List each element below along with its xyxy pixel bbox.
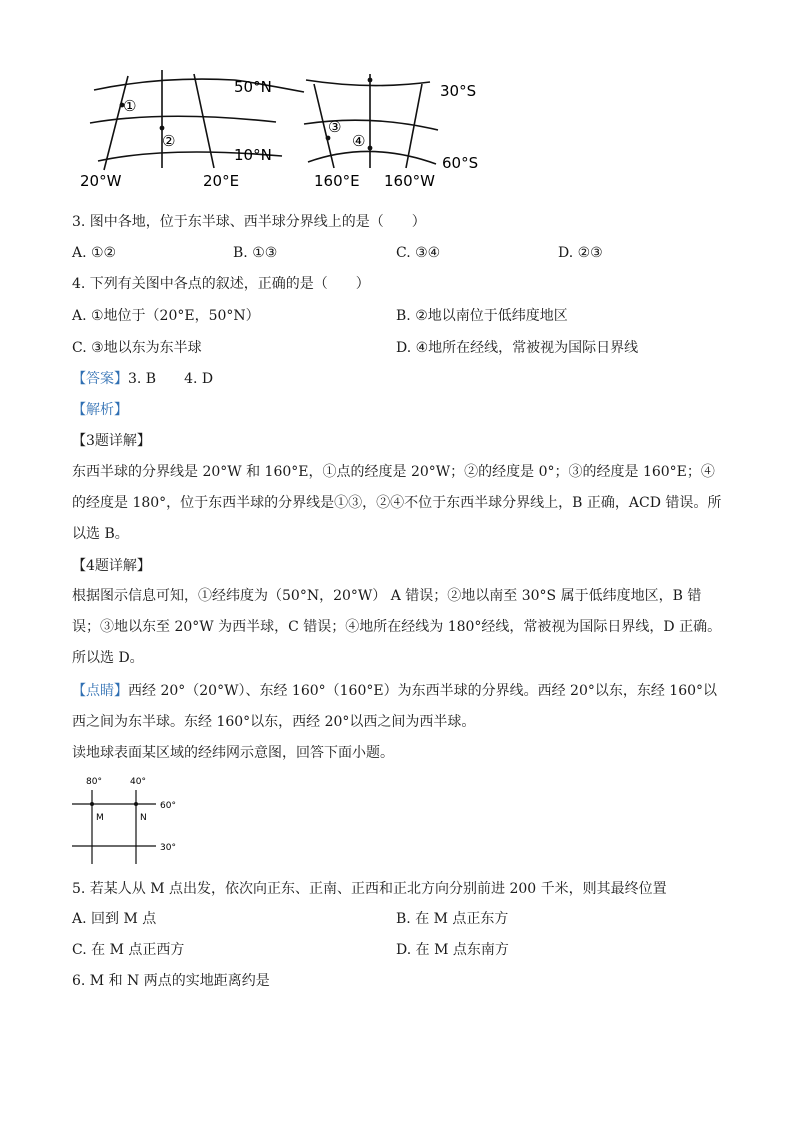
lat-50n-label: 50°N [234, 78, 272, 96]
detail-3-tag: 【3题详解】 [72, 433, 151, 449]
question-6-stem: 6. M 和 N 两点的实地距离约是 [72, 973, 270, 989]
question-4-option-c[interactable]: C. ③地以东为东半球 [72, 340, 202, 356]
lon-20w-label: 20°W [80, 172, 122, 190]
lat-30s-label: 30°S [440, 82, 477, 100]
question-4-stem: 4. 下列有关图中各点的叙述，正确的是（ ） [72, 276, 370, 292]
point-4-label: ④ [352, 132, 366, 150]
lat-10n-label: 10°N [234, 146, 272, 164]
lon-160w-label: 160°W [384, 172, 435, 190]
lon-20e-label: 20°E [203, 172, 240, 190]
point-2-label: ② [162, 132, 176, 150]
question-5-stem: 5. 若某人从 M 点出发，依次向正东、正南、正西和正北方向分别前进 200 千米，则其最终位置 [72, 881, 667, 897]
meridian-20e-line [194, 74, 214, 168]
detail-4-tag: 【4题详解】 [72, 558, 151, 574]
left-graticule-figure [76, 68, 286, 193]
question-4-option-a[interactable]: A. ①地位于（20°E，50°N） [72, 308, 260, 324]
tip-paragraph [72, 676, 722, 738]
intro-text: 读地球表面某区域的经纬网示意图，回答下面小题。 [72, 745, 394, 761]
question-3-option-d[interactable]: D. ②③ [558, 245, 603, 261]
point-m-label: M [96, 813, 104, 823]
detail-3-text: 东西半球的分界线是 20°W 和 160°E，①点的经度是 20°W；②的经度是 0°；③的经度是 160°E；④的经度是 180°，位于东西半球的分界线是①③，②④不位于东西半球分界线上，B 正确，ACD 错误。所以选 B。 [72, 464, 722, 542]
lon-40-label: 40° [130, 777, 146, 787]
mn-graticule-figure [70, 772, 190, 866]
tip-tag: 【点睛】 [72, 683, 128, 699]
answer-text: 3. B 4. D [128, 371, 214, 387]
question-3-option-b[interactable]: B. ①③ [233, 245, 278, 261]
answer-line [72, 369, 213, 389]
right-graticule-figure [300, 68, 490, 193]
question-3-option-a[interactable]: A. ①② [72, 245, 117, 261]
question-5-option-c[interactable]: C. 在 M 点正西方 [72, 942, 185, 958]
question-5-option-b[interactable]: B. 在 M 点正东方 [396, 911, 509, 927]
point-3-label: ③ [328, 118, 342, 136]
point-1-label: ① [123, 97, 137, 115]
answer-tag: 【答案】 [72, 371, 128, 387]
analysis-tag: 【解析】 [72, 402, 128, 418]
question-4-option-d[interactable]: D. ④地所在经线，常被视为国际日界线 [396, 340, 639, 356]
question-5-option-a[interactable]: A. 回到 M 点 [72, 911, 157, 927]
lat-60s-label: 60°S [442, 154, 479, 172]
question-4-option-b[interactable]: B. ②地以南位于低纬度地区 [396, 308, 568, 324]
detail-4-text: 根据图示信息可知，①经纬度为（50°N，20°W） A 错误；②地以南至 30°S 属于低纬度地区，B 错误；③地以东至 20°W 为西半球，C 错误；④地所在经线为 180°经线，常被视为国际日界线，D 正确。所以选 D。 [72, 588, 722, 666]
question-3-option-c[interactable]: C. ③④ [396, 245, 441, 261]
lon-160e-label: 160°E [314, 172, 360, 190]
tip-text: 西经 20°（20°W）、东经 160°（160°E）为东西半球的分界线。西经 20°以东，东经 160°以西之间为东半球。东经 160°以东，西经 20°以西之间为西半球。 [72, 683, 718, 730]
question-5-option-d[interactable]: D. 在 M 点东南方 [396, 942, 509, 958]
parallel-60s-line [308, 151, 436, 164]
question-3-stem: 3. 图中各地，位于东半球、西半球分界线上的是（ ） [72, 214, 426, 230]
lat-30-label: 30° [160, 843, 176, 853]
lon-80-label: 80° [86, 777, 102, 787]
lat-60-label: 60° [160, 801, 176, 811]
point-n-label: N [140, 813, 147, 823]
